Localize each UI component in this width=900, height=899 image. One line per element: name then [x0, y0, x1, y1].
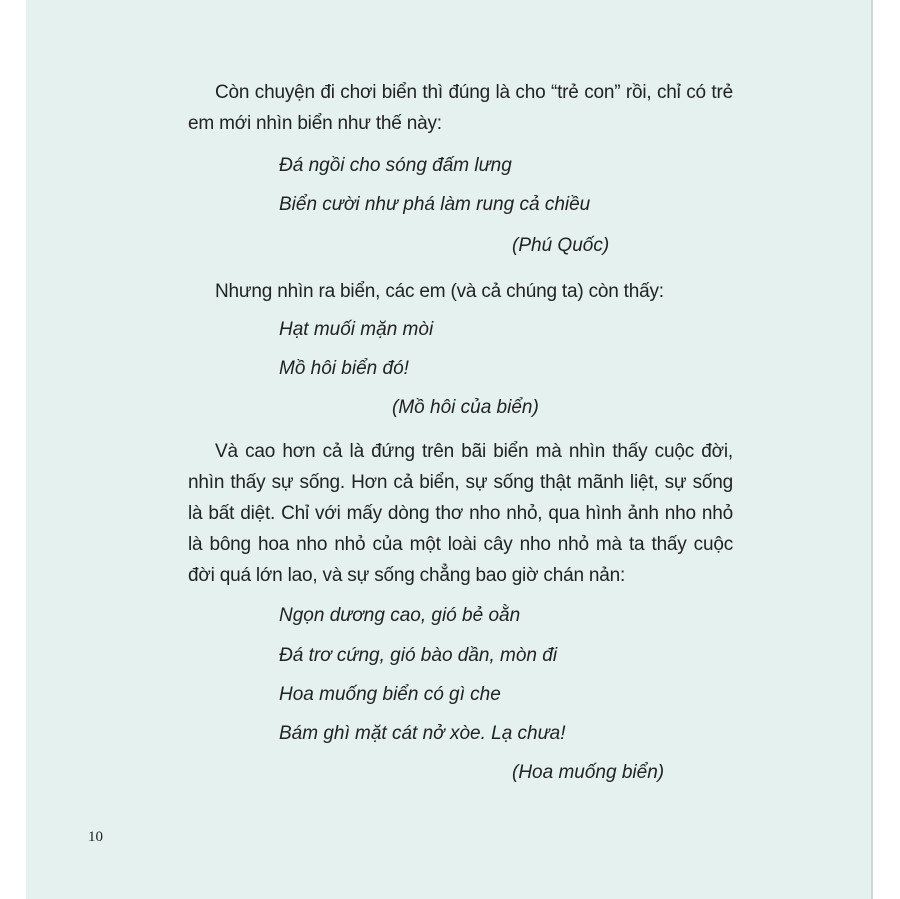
poem-2-line-2: Mồ hôi biển đó!	[279, 358, 409, 379]
paragraph-3: Và cao hơn cả là đứng trên bãi biển mà nhìn thấy cuộc đời, nhìn thấy sự sống. Hơn cả biển, sự sống thật mãnh liệt, sự sống là bất diệt. Chỉ với mấy dòng thơ nho nhỏ, qua hình ảnh nho nhỏ là bông hoa nho nhỏ của một loài cây nho nhỏ mà ta thấy cuộc đời quá lớn lao, và sự sống chẳng bao giờ chán nản:	[188, 441, 733, 586]
poem-3-source: (Hoa muống biển)	[512, 762, 665, 783]
poem-1-line-2: Biển cười như phá làm rung cả chiều	[279, 194, 591, 215]
page-edge	[871, 0, 873, 899]
poem-2-source: (Mồ hôi của biển)	[392, 397, 539, 418]
book-page	[26, 0, 871, 899]
page-number: 10	[88, 829, 103, 845]
poem-1-source: (Phú Quốc)	[512, 235, 610, 256]
poem-3-line-1: Ngọn dương cao, gió bẻ oằn	[279, 605, 521, 626]
paragraph-1: Còn chuyện đi chơi biển thì đúng là cho “trẻ con” rồi, chỉ có trẻ em mới nhìn biển như thế này:	[188, 82, 733, 134]
poem-2-line-1: Hạt muối mặn mòi	[279, 319, 434, 340]
paragraph-2: Nhưng nhìn ra biển, các em (và cả chúng ta) còn thấy:	[215, 281, 664, 302]
poem-3-line-2: Đá trơ cứng, gió bào dần, mòn đi	[279, 645, 558, 666]
poem-3-line-3: Hoa muống biển có gì che	[279, 684, 501, 705]
poem-1-line-1: Đá ngồi cho sóng đấm lưng	[279, 155, 512, 176]
poem-3-line-4: Bám ghì mặt cát nở xòe. Lạ chưa!	[279, 723, 566, 744]
